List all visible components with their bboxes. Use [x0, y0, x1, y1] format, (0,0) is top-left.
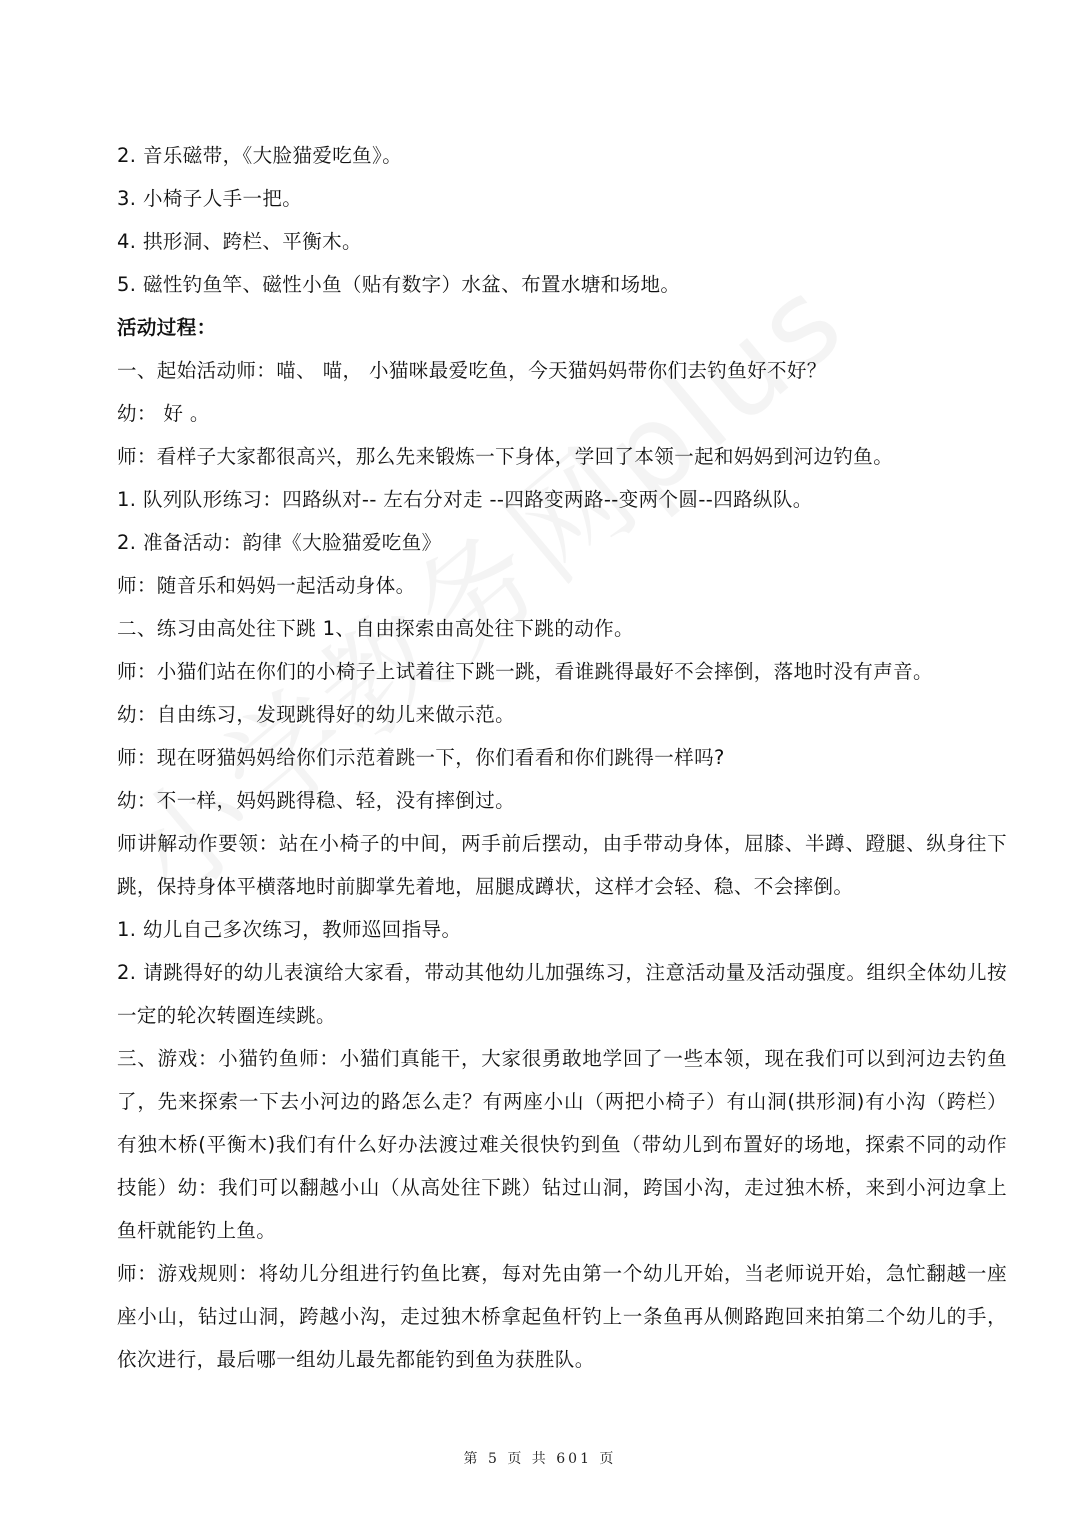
paragraph: 师讲解动作要领：站在小椅子的中间，两手前后摆动，由手带动身体，屈膝、半蹲、蹬腿、纵身往下跳，保持身体平横落地时前脚掌先着地，屈腿成蹲状，这样才会轻、稳、不会摔倒。: [117, 832, 1007, 898]
document-body: [117, 134, 1007, 1381]
paragraph: 幼： 好 。: [117, 402, 210, 425]
paragraph: 师：小猫们站在你们的小椅子上试着往下跳一跳，看谁跳得最好不会摔倒，落地时没有声音。: [117, 660, 933, 683]
paragraph: 4. 拱形洞、跨栏、平衡木。: [117, 230, 362, 253]
paragraph: 1. 幼儿自己多次练习，教师巡回指导。: [117, 918, 462, 941]
paragraph: 1. 队列队形练习：四路纵对-- 左右分对走 --四路变两路--变两个圆--四路纵队。: [117, 488, 813, 511]
paragraph: 师：随音乐和妈妈一起活动身体。: [117, 574, 416, 597]
paragraph: 2. 准备活动：韵律《大脸猫爱吃鱼》: [117, 531, 442, 554]
page-footer: 第 5 页 共 601 页: [463, 1451, 617, 1467]
paragraph: 2. 请跳得好的幼儿表演给大家看，带动其他幼儿加强练习，注意活动量及活动强度。组织全体幼儿按一定的轮次转圈连续跳。: [117, 961, 1007, 1027]
paragraph: 一、起始活动师：喵、 喵， 小猫咪最爱吃鱼，今天猫妈妈带你们去钓鱼好不好？: [117, 359, 827, 382]
section-heading: 活动过程：: [117, 316, 217, 339]
paragraph: 幼：不一样，妈妈跳得稳、轻，没有摔倒过。: [117, 789, 516, 812]
paragraph: 二、练习由高处往下跳 1、自由探索由高处往下跳的动作。: [117, 617, 634, 640]
paragraph: 三、游戏：小猫钓鱼师：小猫们真能干，大家很勇敢地学回了一些本领，现在我们可以到河边去钓鱼了，先来探索一下去小河边的路怎么走？有两座小山（两把小椅子）有山洞(拱形洞)有小沟（跨栏）有独木桥(平衡木)我们有什么好办法渡过难关很快钓到鱼（带幼儿到布置好的场地，探索不同的动作技能）幼：我们可以翻越小山（从高处往下跳）钻过山洞，跨国小沟，走过独木桥，来到小河边拿上鱼杆就能钓上鱼。: [117, 1047, 1007, 1242]
paragraph: 2. 音乐磁带，《大脸猫爱吃鱼》。: [117, 144, 403, 167]
paragraph: 师：游戏规则：将幼儿分组进行钓鱼比赛，每对先由第一个幼儿开始，当老师说开始，急忙翻越一座座小山，钻过山洞，跨越小沟，走过独木桥拿起鱼杆钓上一条鱼再从侧路跑回来拍第二个幼儿的手，依次进行，最后哪一组幼儿最先都能钓到鱼为获胜队。: [117, 1262, 1007, 1371]
paragraph: 3. 小椅子人手一把。: [117, 187, 303, 210]
paragraph: 5. 磁性钓鱼竿、磁性小鱼（贴有数字）水盆、布置水塘和场地。: [117, 273, 681, 296]
paragraph: 师：现在呀猫妈妈给你们示范着跳一下，你们看看和你们跳得一样吗?: [117, 746, 725, 769]
paragraph: 幼：自由练习，发现跳得好的幼儿来做示范。: [117, 703, 516, 726]
paragraph: 师：看样子大家都很高兴，那么先来锻炼一下身体，学回了本领一起和妈妈到河边钓鱼。: [117, 445, 894, 468]
